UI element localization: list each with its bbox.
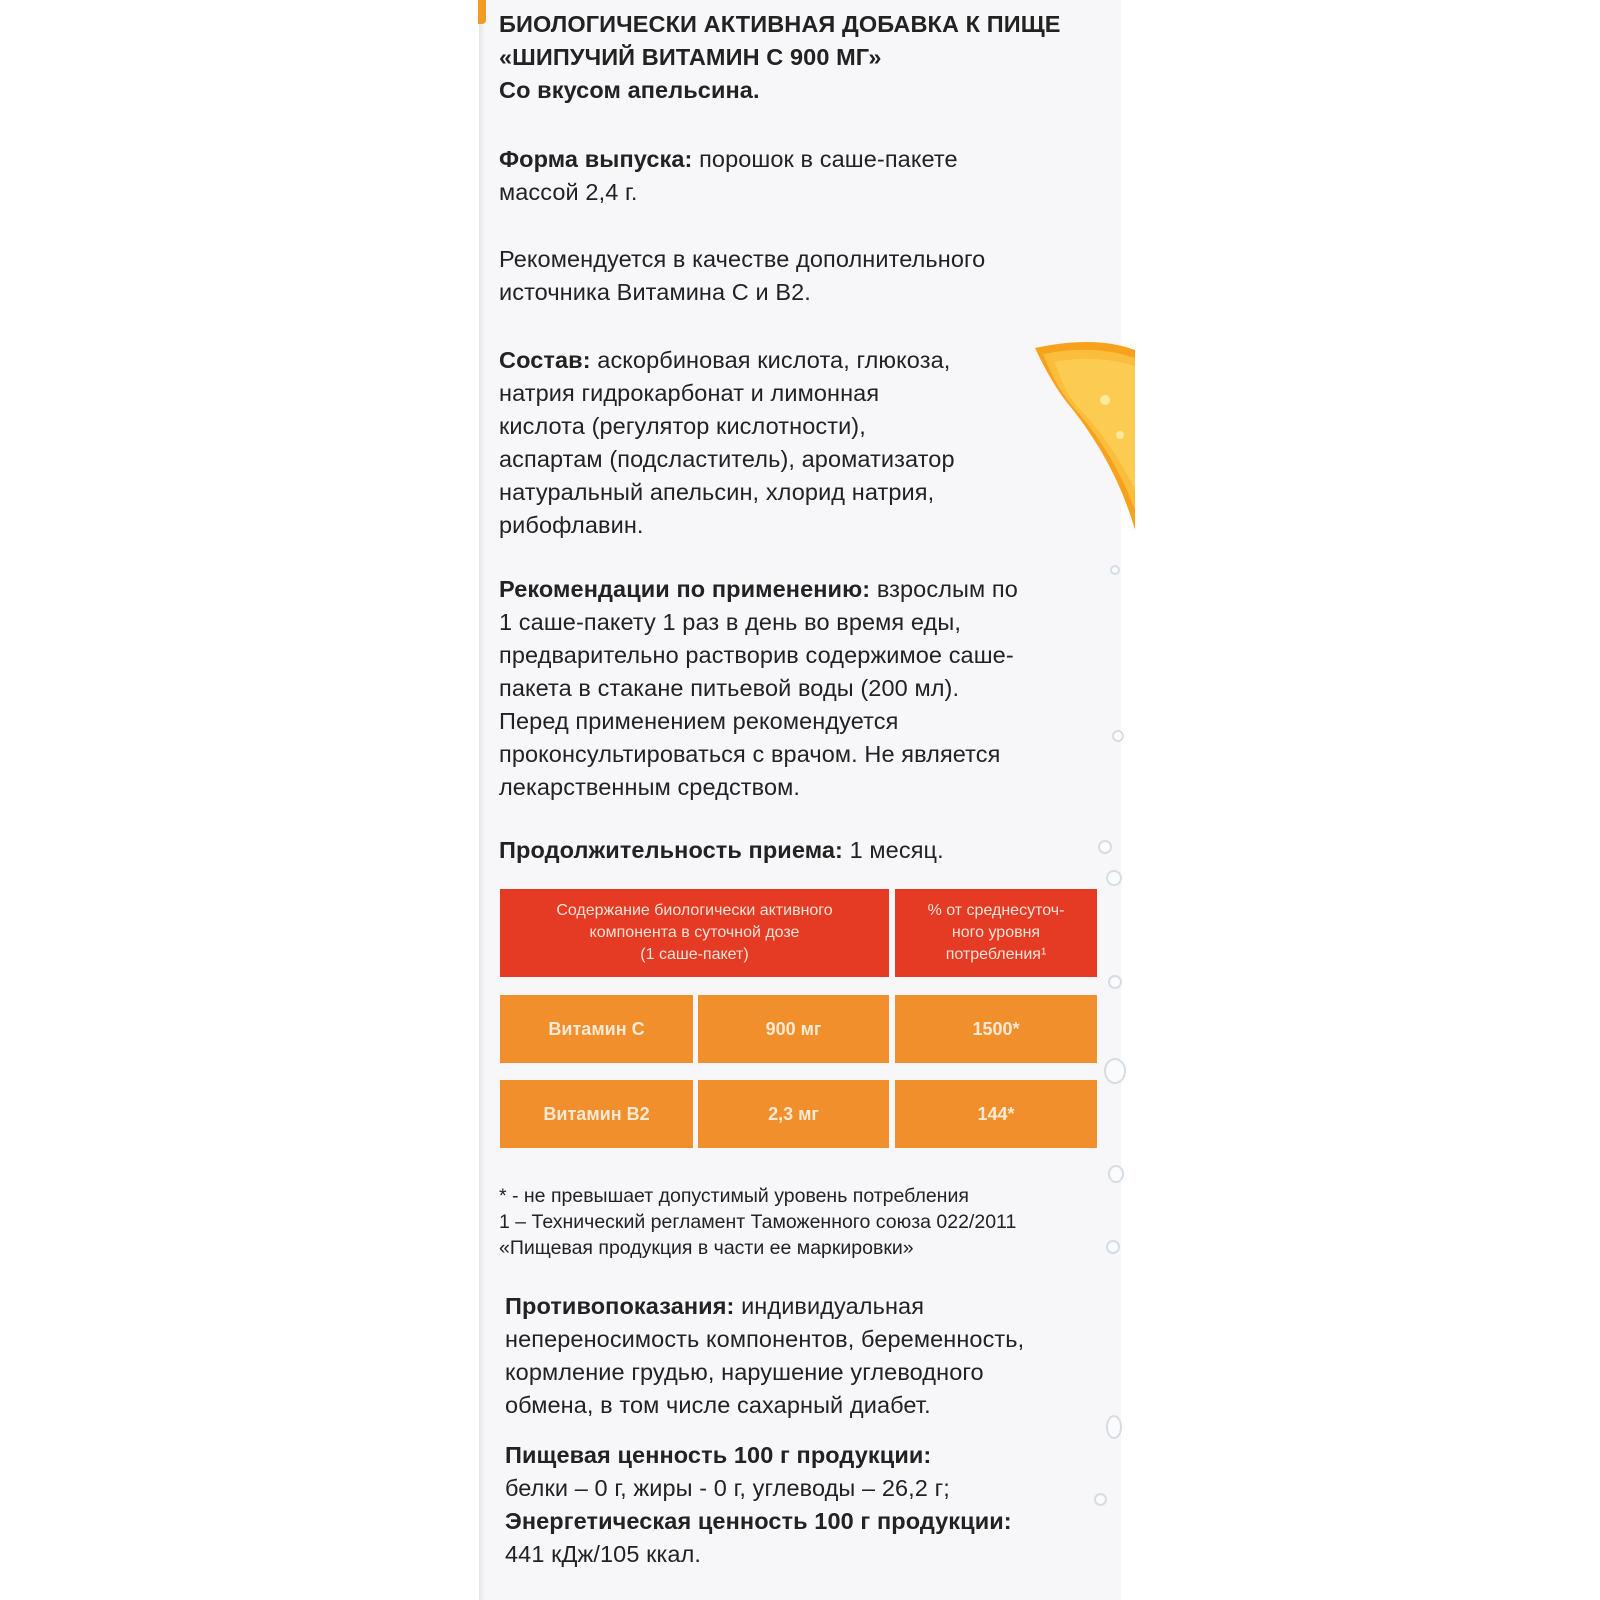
- bubble-decoration: [1110, 565, 1120, 575]
- section-text: массой 2,4 г.: [499, 179, 638, 205]
- heading-line: «ШИПУЧИЙ ВИТАМИН С 900 МГ»: [499, 44, 882, 70]
- section-text: 1 месяц.: [842, 837, 944, 863]
- section-text: предварительно растворив содержимое саше-: [499, 642, 1014, 668]
- footnote-text: 1 – Технический регламент Таможенного союза 022/2011: [499, 1211, 1017, 1233]
- table-cell-name: Витамин С: [500, 995, 693, 1063]
- section-label: Рекомендации по применению:: [499, 576, 871, 602]
- section-text: взрослым по: [870, 576, 1018, 602]
- table-cell-name: Витамин В2: [500, 1080, 693, 1148]
- heading-line: БИОЛОГИЧЕСКИ АКТИВНАЯ ДОБАВКА К ПИЩЕ: [499, 11, 1061, 37]
- section-text: Перед применением рекомендуется: [499, 708, 899, 734]
- table-header-text: (1 саше-пакет): [640, 946, 749, 963]
- section-text: белки – 0 г, жиры - 0 г, углеводы – 26,2 г;: [505, 1475, 950, 1501]
- table-header-left: [500, 889, 889, 977]
- section-text: аспартам (подсластитель), ароматизатор: [499, 446, 955, 472]
- orange-corner-graphic: [478, 0, 486, 24]
- table-header-text: компонента в суточной дозе: [589, 924, 800, 941]
- section-text: аскорбиновая кислота, глюкоза,: [590, 347, 951, 373]
- section-label: Противопоказания:: [505, 1293, 735, 1319]
- section-text: 441 кДж/105 ккал.: [505, 1541, 702, 1567]
- usage-section: [499, 573, 1104, 804]
- section-text: индивидуальная: [734, 1293, 925, 1319]
- contraindications-section: [505, 1290, 1110, 1422]
- composition-section: [499, 344, 1104, 542]
- section-text: 1 саше-пакету 1 раз в день во время еды,: [499, 609, 961, 635]
- footnotes: [499, 1183, 1109, 1261]
- table-header-text: ного уровня: [951, 924, 1041, 941]
- section-text: рибофлавин.: [499, 512, 644, 538]
- duration-section: [499, 834, 1104, 867]
- section-label: Продолжительность приема:: [499, 837, 843, 863]
- section-text: кислота (регулятор кислотности),: [499, 413, 866, 439]
- product-heading: [499, 8, 1104, 107]
- bubble-decoration: [1112, 730, 1124, 742]
- bubble-decoration: [1108, 1165, 1124, 1183]
- section-text: непереносимость компонентов, беременность,: [505, 1326, 1025, 1352]
- table-header-right: [895, 889, 1097, 977]
- section-label: Состав:: [499, 347, 591, 373]
- section-text: обмена, в том числе сахарный диабет.: [505, 1392, 931, 1418]
- section-label: Энергетическая ценность 100 г продукции:: [505, 1508, 1012, 1534]
- bubble-decoration: [1108, 975, 1122, 989]
- footnote-text: * - не превышает допустимый уровень потребления: [499, 1185, 969, 1207]
- section-label: Форма выпуска:: [499, 146, 693, 172]
- section-text: Рекомендуется в качестве дополнительного: [499, 246, 986, 272]
- section-text: источника Витамина С и В2.: [499, 279, 811, 305]
- bubble-decoration: [1104, 1058, 1126, 1084]
- table-cell-percent: 144*: [895, 1080, 1097, 1148]
- section-text: натуральный апельсин, хлорид натрия,: [499, 479, 935, 505]
- section-text: лекарственным средством.: [499, 774, 801, 800]
- section-text: порошок в саше-пакете: [692, 146, 958, 172]
- section-text: натрия гидрокарбонат и лимонная: [499, 380, 880, 406]
- recommendation-section: [499, 243, 1104, 309]
- bubble-decoration: [1106, 870, 1122, 886]
- table-header-text: % от среднесуточ-: [927, 902, 1065, 919]
- table-cell-amount: 900 мг: [698, 995, 889, 1063]
- table-header-text: Содержание биологически активного: [556, 902, 833, 919]
- section-text: пакета в стакане питьевой воды (200 мл).: [499, 675, 960, 701]
- nutrition-section: [505, 1439, 1110, 1571]
- panel-edge: [479, 0, 485, 1600]
- table-cell-percent: 1500*: [895, 995, 1097, 1063]
- section-label: Пищевая ценность 100 г продукции:: [505, 1442, 932, 1468]
- table-header-text: потребления¹: [945, 946, 1047, 963]
- table-cell-amount: 2,3 мг: [698, 1080, 889, 1148]
- section-text: кормление грудью, нарушение углеводного: [505, 1359, 984, 1385]
- section-text: проконсультироваться с врачом. Не является: [499, 741, 1001, 767]
- release-form-section: [499, 143, 1104, 209]
- footnote-text: «Пищевая продукция в части ее маркировки»: [499, 1237, 914, 1259]
- heading-line: Со вкусом апельсина.: [499, 77, 760, 103]
